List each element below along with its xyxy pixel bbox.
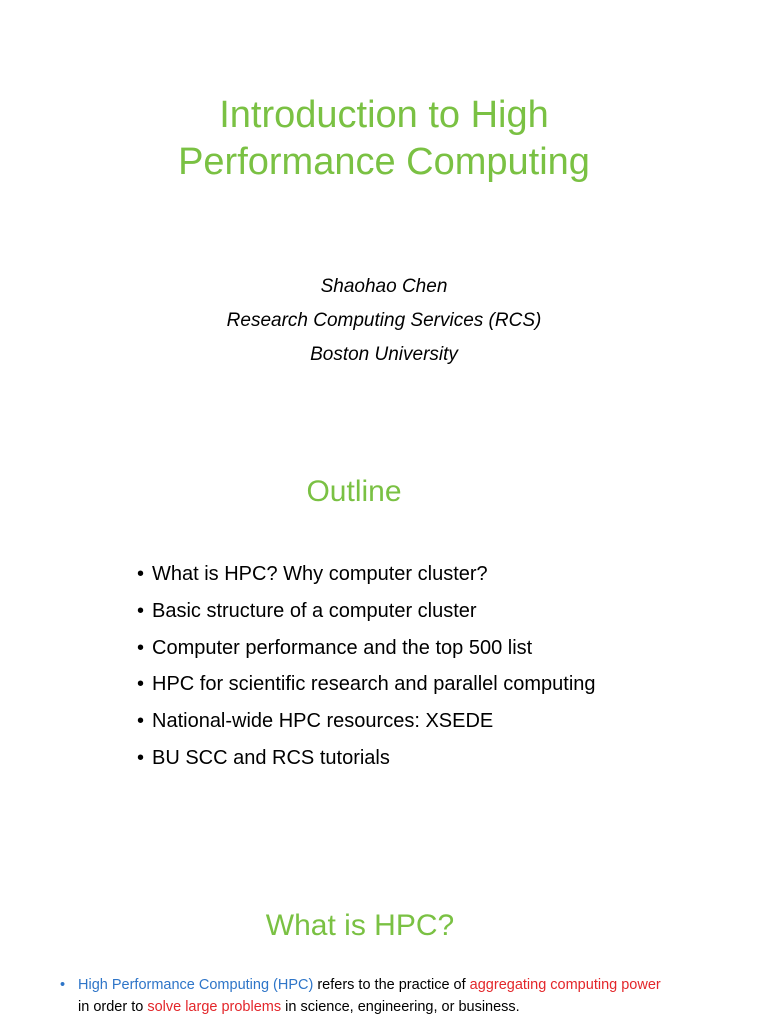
outline-list: [137, 556, 596, 777]
hpc-text: in science, engineering, or business.: [281, 998, 520, 1015]
bullet-icon: •: [60, 977, 66, 993]
list-item: [137, 593, 596, 630]
outline-item-text: What is HPC? Why computer cluster?: [152, 563, 488, 585]
hpc-definition-line1: [60, 975, 750, 997]
outline-item-text: BU SCC and RCS tutorials: [152, 746, 390, 769]
hpc-text: refers to the practice of: [313, 977, 470, 993]
outline-item-text: National-wide HPC resources: XSEDE: [152, 710, 494, 733]
slide-title-line1: Introduction to High: [219, 94, 549, 136]
bullet-icon: •: [137, 563, 145, 585]
hpc-text: in order to: [78, 998, 148, 1015]
hpc-definition: [60, 975, 750, 1018]
slide-title-line2: Performance Computing: [178, 141, 590, 183]
hpc-definition-line2: [60, 997, 750, 1019]
outline-item-text: Basic structure of a computer cluster: [152, 599, 477, 622]
outline-item-text: HPC for scientific research and parallel computing: [152, 673, 596, 696]
outline-item-text: Computer performance and the top 500 list: [152, 636, 533, 659]
list-item: [137, 630, 596, 667]
bullet-icon: •: [137, 636, 145, 659]
slide-title: [0, 92, 768, 186]
bullet-icon: •: [137, 710, 145, 733]
list-item: [137, 703, 596, 740]
author-department: Research Computing Services (RCS): [226, 310, 542, 331]
bullet-icon: •: [137, 673, 145, 696]
list-item: [137, 740, 596, 777]
author-block: [0, 270, 768, 372]
list-item: [137, 666, 596, 703]
list-item: [137, 556, 596, 593]
hpc-section-title: What is HPC?: [265, 909, 455, 942]
author-name: Shaohao Chen: [320, 276, 448, 297]
hpc-highlight: solve large problems: [147, 998, 282, 1015]
hpc-term: High Performance Computing (HPC): [78, 977, 314, 993]
author-institution: Boston University: [310, 344, 458, 365]
bullet-icon: •: [137, 746, 145, 769]
outline-title: Outline: [306, 475, 402, 508]
hpc-highlight: aggregating computing power: [469, 977, 661, 993]
bullet-icon: •: [137, 599, 145, 622]
